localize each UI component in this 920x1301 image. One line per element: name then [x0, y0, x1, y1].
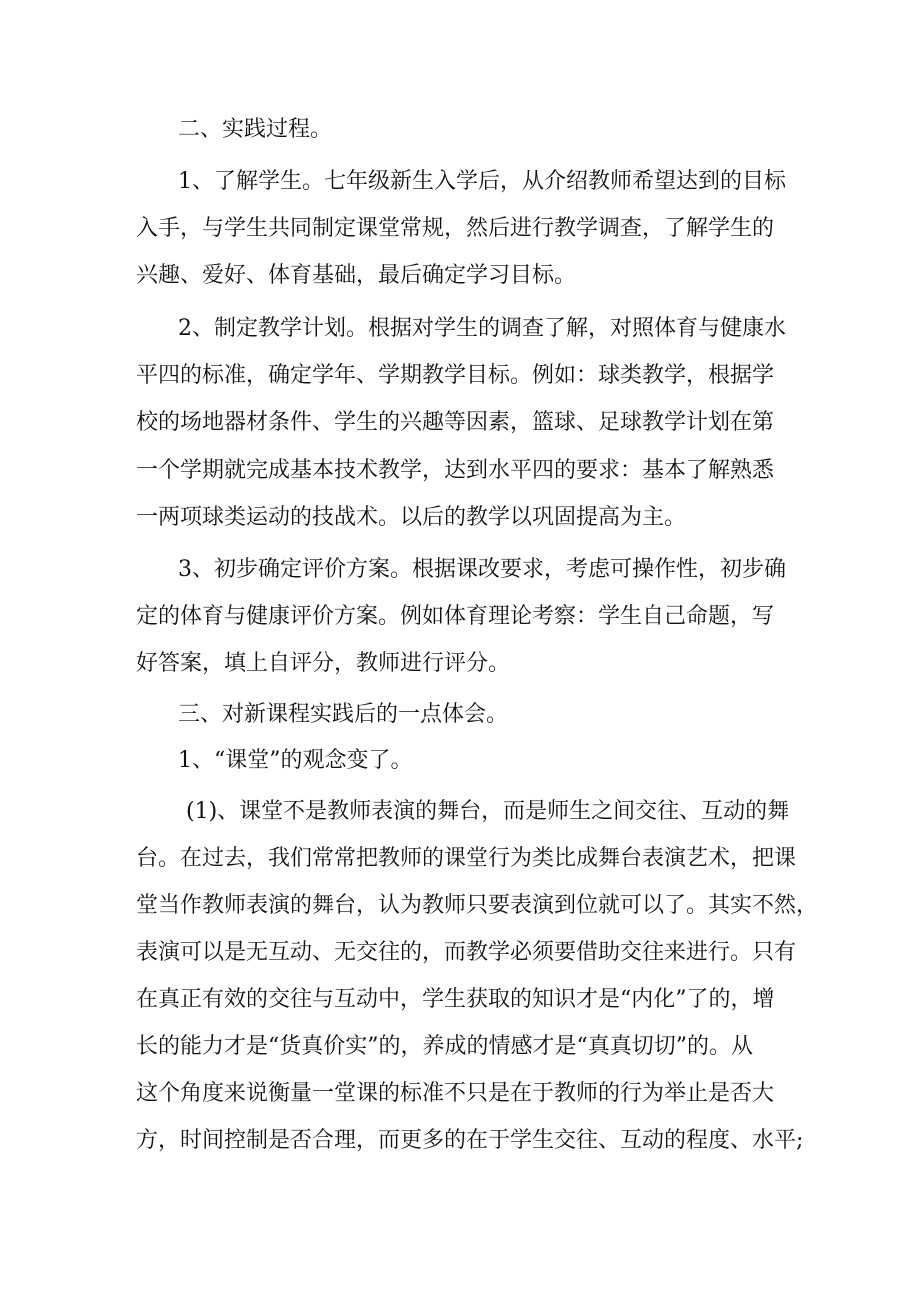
paragraph-line: 3、初步确定评价方案。根据课改要求，考虑可操作性，初步确: [178, 557, 786, 582]
paragraph-line: 校的场地器材条件、学生的兴趣等因素，篮球、足球教学计划在第: [136, 410, 775, 435]
paragraph-line: 定的体育与健康评价方案。例如体育理论考察：学生自己命题，写: [136, 604, 775, 629]
paragraph-line: 1、了解学生。七年级新生入学后，从介绍教师希望达到的目标: [178, 169, 786, 194]
paragraph-line: 这个角度来说衡量一堂课的标准不只是在于教师的行为举止是否大: [136, 1081, 775, 1106]
paragraph-line: 好答案，填上自评分，教师进行评分。: [136, 651, 511, 676]
subheading-classroom-concept: 1、“课堂”的观念变了。: [178, 748, 413, 773]
paragraph-line: 在真正有效的交往与互动中，学生获取的知识才是“内化”了的，增: [136, 987, 775, 1012]
section-heading-practice: 二、实践过程。: [178, 117, 333, 142]
paragraph-line: 堂当作教师表演的舞台，认为教师只要表演到位就可以了。其实不然，: [136, 893, 819, 918]
paragraph-line: 2、制定教学计划。根据对学生的调查了解，对照体育与健康水: [178, 316, 786, 341]
paragraph-line: 平四的标准，确定学年、学期教学目标。例如：球类教学，根据学: [136, 363, 775, 388]
paragraph-line: (1)、课堂不是教师表演的舞台，而是师生之间交往、互动的舞: [186, 799, 790, 824]
paragraph-line: 入手，与学生共同制定课堂常规，然后进行教学调查，了解学生的: [136, 216, 775, 241]
section-heading-reflection: 三、对新课程实践后的一点体会。: [178, 702, 509, 727]
paragraph-line: 表演可以是无互动、无交往的，而教学必须要借助交往来进行。只有: [136, 940, 797, 965]
paragraph-line: 台。在过去，我们常常把教师的课堂行为类比成舞台表演艺术，把课: [136, 846, 797, 871]
paragraph-line: 一两项球类运动的技战术。以后的教学以巩固提高为主。: [136, 505, 687, 530]
paragraph-line: 一个学期就完成基本技术教学，达到水平四的要求：基本了解熟悉: [136, 458, 775, 483]
paragraph-line: 长的能力才是“货真价实”的，养成的情感才是“真真切切”的。从: [136, 1034, 753, 1059]
paragraph-line: 方，时间控制是否合理，而更多的在于学生交往、互动的程度、水平;: [136, 1128, 804, 1153]
paragraph-line: 兴趣、爱好、体育基础，最后确定学习目标。: [136, 263, 577, 288]
